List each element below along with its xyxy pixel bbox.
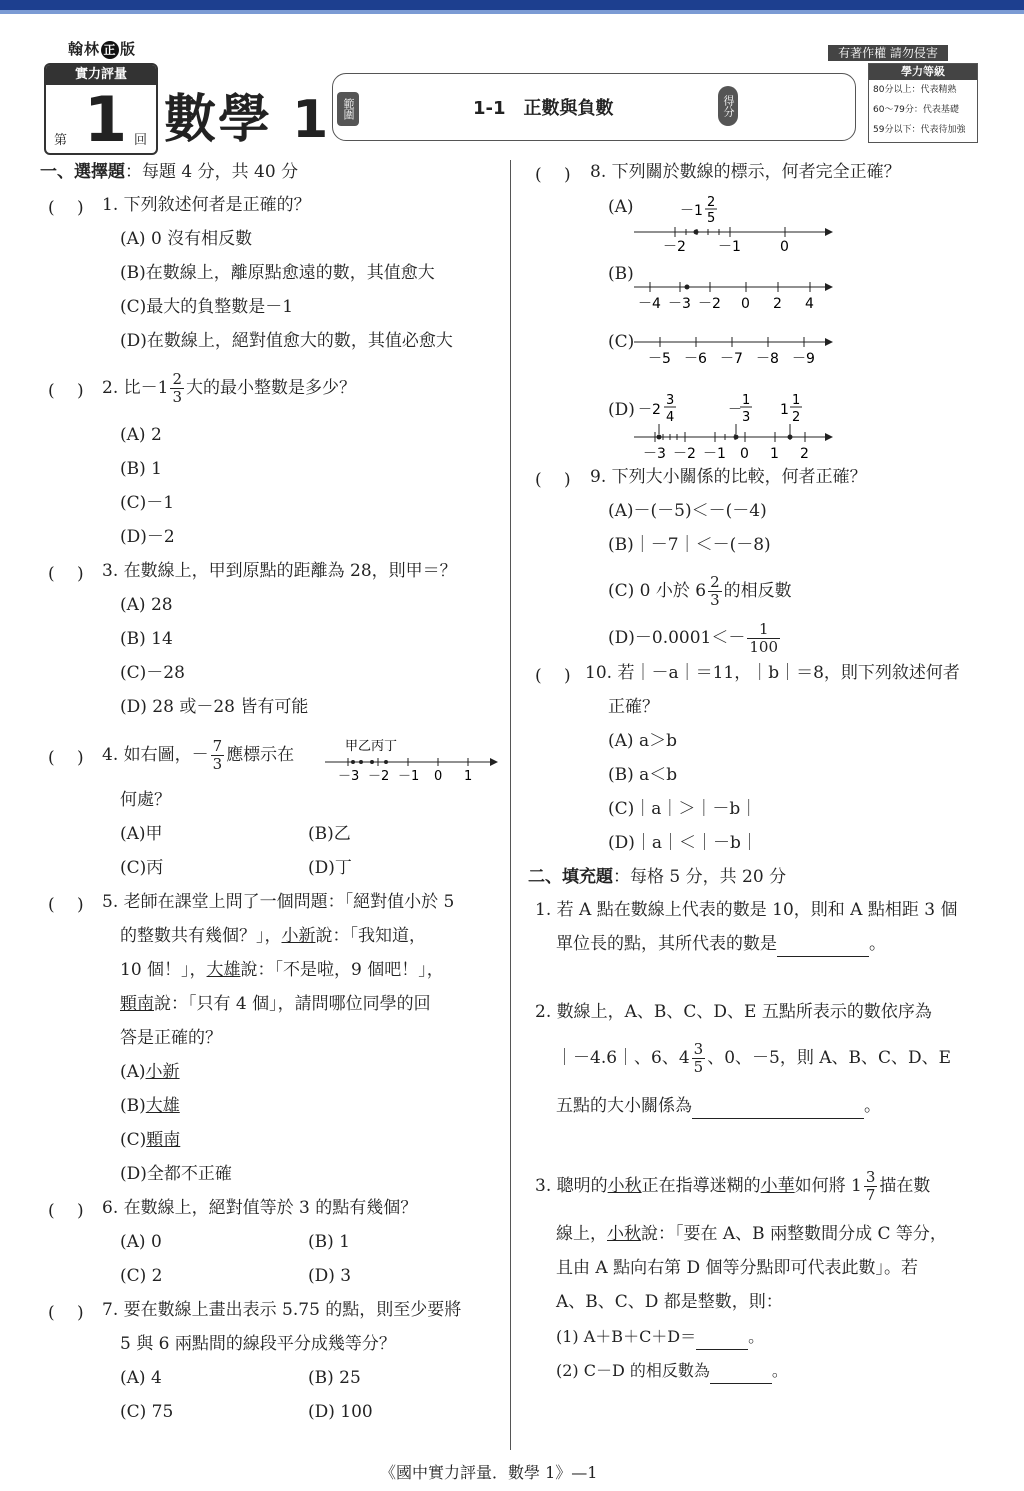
f3-line3: 且由 A 點向右第 D 個等分點即可代表此數」。若 xyxy=(556,1258,919,1278)
q9-option-c: (C) 0 小於 6 $\frac{2}{3}$ 的相反數 xyxy=(608,573,792,609)
copyright-notice: 有著作權 請勿侵害 xyxy=(828,45,948,61)
svg-text:1: 1 xyxy=(780,402,789,418)
svg-text:－1: －1 xyxy=(703,446,726,462)
answer-paren[interactable]: ( ) xyxy=(48,895,84,915)
q5-option-a: (A)小新 xyxy=(120,1062,180,1082)
q8b-number-line xyxy=(630,275,835,315)
q9-option-d: (D)－0.0001＜－ $\frac{1}{100}$ xyxy=(608,620,779,656)
q8-option-d: (D) xyxy=(608,400,635,420)
q8-option-a: (A) xyxy=(608,197,634,217)
svg-text:－2: －2 xyxy=(673,446,696,462)
page-footer: 《國中實力評量．數學 1》—1 xyxy=(380,1463,598,1482)
q3-option-d: (D) 28 或－28 皆有可能 xyxy=(120,697,309,717)
svg-text:0: 0 xyxy=(741,296,750,312)
f1-blank[interactable] xyxy=(777,932,869,957)
section-1-heading: 一、選擇題：每題 4 分，共 40 分 xyxy=(40,162,299,182)
svg-text:－7: －7 xyxy=(720,351,743,367)
svg-text:－8: －8 xyxy=(756,351,779,367)
q5-line4: 顆南說：「只有 4 個」，請問哪位同學的回 xyxy=(120,994,431,1014)
svg-text:2: 2 xyxy=(773,296,782,312)
q1-option-a: (A) 0 沒有相反數 xyxy=(120,229,253,249)
q7-option-a: (A) 4 xyxy=(120,1368,162,1388)
q1-option-d: (D)在數線上，絕對值愈大的數，其值必愈大 xyxy=(120,331,453,351)
answer-paren[interactable]: ( ) xyxy=(48,748,84,768)
grade-legend: 學力等級 80分以上：代表精熟 60～79分：代表基礎 59分以下：代表待加強 xyxy=(868,63,978,143)
q9-option-b: (B)｜－7｜＜－(－8) xyxy=(608,535,771,555)
f3-line1: 3. 聰明的小秋正在指導迷糊的小華如何將 1 $\frac{3}{7}$ 描在數 xyxy=(535,1168,931,1204)
f3-line2: 線上，小秋說：「要在 A、B 兩整數間分成 C 等分， xyxy=(556,1224,947,1244)
q10-option-a: (A) a＞b xyxy=(608,731,677,751)
svg-text:1: 1 xyxy=(770,446,779,462)
svg-text:－9: －9 xyxy=(792,351,815,367)
svg-text:2: 2 xyxy=(800,446,809,462)
q1-option-b: (B)在數線上，離原點愈遠的數，其值愈大 xyxy=(120,263,435,283)
q2-option-b: (B) 1 xyxy=(120,459,162,479)
q4-option-a: (A)甲 xyxy=(120,824,163,844)
q6-option-a: (A) 0 xyxy=(120,1232,162,1252)
f2-blank[interactable] xyxy=(692,1094,864,1119)
f3-line4: A、B、C、D 都是整數，則： xyxy=(556,1292,783,1312)
q2-option-a: (A) 2 xyxy=(120,425,162,445)
range-text: 1-1 正數與負數 xyxy=(473,98,614,119)
q9-stem: 9. 下列大小關係的比較，何者正確？ xyxy=(590,467,867,487)
q1-option-c: (C)最大的負整數是－1 xyxy=(120,297,294,317)
q6-option-d: (D) 3 xyxy=(308,1266,352,1286)
q5-line5: 答是正確的？ xyxy=(120,1028,222,1048)
q5-line1: 5. 老師在課堂上問了一個問題：「絕對值小於 5 xyxy=(102,892,455,912)
f1-line1: 1. 若 A 點在數線上代表的數是 10，則和 A 點相距 3 個 xyxy=(535,900,958,920)
q4-stem: 4. 如右圖，－ $\frac{7}{3}$ 應標示在 xyxy=(102,737,295,773)
svg-text:4: 4 xyxy=(805,296,814,312)
svg-text:－4: －4 xyxy=(638,296,661,312)
svg-text:－1: －1 xyxy=(718,239,741,255)
svg-text:2: 2 xyxy=(792,410,801,425)
svg-text:4: 4 xyxy=(666,410,675,425)
f2-line1: 2. 數線上，A、B、C、D、E 五點所表示的數依序為 xyxy=(535,1002,932,1022)
q4-option-b: (B)乙 xyxy=(308,824,351,844)
svg-text:0: 0 xyxy=(780,239,789,255)
svg-text:－2: －2 xyxy=(368,769,390,784)
q4-point-labels: 甲乙丙丁 xyxy=(345,739,398,754)
answer-paren[interactable]: ( ) xyxy=(535,470,571,490)
svg-text:1: 1 xyxy=(742,393,751,408)
q5-line2: 的整數共有幾個？」，小新說：「我知道， xyxy=(120,926,426,946)
q2-stem: 2. 比－1 $\frac{2}{3}$ 大的最小整數是多少？ xyxy=(102,370,357,406)
f1-line2: 單位長的點，其所代表的數是 。 xyxy=(556,932,886,957)
q10-option-c: (C)｜a｜＞｜－b｜ xyxy=(608,799,758,819)
q8-stem: 8. 下列關於數線的標示，何者完全正確？ xyxy=(590,162,901,182)
q3-stem: 3. 在數線上，甲到原點的距離為 28，則甲＝？ xyxy=(102,561,457,581)
svg-text:5: 5 xyxy=(707,211,716,226)
q7-option-b: (B) 25 xyxy=(308,1368,361,1388)
round-number: 1 xyxy=(84,83,128,155)
q3-option-c: (C)－28 xyxy=(120,663,185,683)
q4-option-d: (D)丁 xyxy=(308,858,352,878)
q10-option-b: (B) a＜b xyxy=(608,765,678,785)
f3-blank-2[interactable] xyxy=(710,1359,772,1384)
q5-option-d: (D)全都不正確 xyxy=(120,1164,232,1184)
worksheet-header xyxy=(44,63,976,155)
f3-sub2: (2) C－D 的相反數為 。 xyxy=(556,1359,788,1384)
svg-text:0: 0 xyxy=(740,446,749,462)
scan-edge-light xyxy=(0,10,1024,14)
f3-sub1: (1) A＋B＋C＋D＝ 。 xyxy=(556,1325,764,1350)
q8-option-c: (C) xyxy=(608,332,635,352)
svg-text:－3: －3 xyxy=(668,296,691,312)
q5-option-c: (C)顆南 xyxy=(120,1130,181,1150)
q7-option-c: (C) 75 xyxy=(120,1402,174,1422)
f2-line2: ｜－4.6｜、6、4 $\frac{3}{5}$ 、0、－5，則 A、B、C、D、E xyxy=(556,1040,952,1076)
q4-stem-line2: 何處？ xyxy=(120,790,171,810)
svg-text:－1: －1 xyxy=(398,769,420,784)
q8c-number-line xyxy=(630,330,835,370)
score-label: 得分 xyxy=(718,86,738,126)
q5-line3: 10 個！」，大雄說：「不是啦，9 個吧！」， xyxy=(120,960,444,980)
q6-option-c: (C) 2 xyxy=(120,1266,163,1286)
range-box: 範圍 1-1 正數與負數 得分 xyxy=(332,73,856,141)
column-divider xyxy=(510,160,511,1450)
svg-text:－6: －6 xyxy=(684,351,707,367)
q2-option-c: (C)－1 xyxy=(120,493,175,513)
q4-option-c: (C)丙 xyxy=(120,858,164,878)
f2-line3: 五點的大小關係為 。 xyxy=(556,1094,881,1119)
q6-option-b: (B) 1 xyxy=(308,1232,350,1252)
q9-option-a: (A)－(－5)＜－(－4) xyxy=(608,501,767,521)
f3-blank-1[interactable] xyxy=(696,1325,748,1350)
subject-title: 數學 1 xyxy=(164,90,331,150)
q10-option-d: (D)｜a｜＜｜－b｜ xyxy=(608,833,758,853)
svg-text:1: 1 xyxy=(792,393,801,408)
svg-text:－3: －3 xyxy=(338,769,360,784)
answer-paren[interactable]: ( ) xyxy=(48,1201,84,1221)
q8d-number-line xyxy=(630,388,835,463)
answer-paren[interactable]: ( ) xyxy=(535,165,571,185)
round-badge: 實力評量 第 1 回 xyxy=(44,63,158,155)
svg-text:－2: －2 xyxy=(638,402,661,418)
svg-text:－5: －5 xyxy=(648,351,671,367)
section-2-heading: 二、填充題：每格 5 分，共 20 分 xyxy=(528,867,787,887)
scan-edge xyxy=(0,0,1024,10)
q8-option-b: (B) xyxy=(608,264,634,284)
q3-option-b: (B) 14 xyxy=(120,629,173,649)
q1-stem: 1. 下列敘述何者是正確的？ xyxy=(102,195,311,215)
svg-text:2: 2 xyxy=(707,195,716,210)
svg-text:－: － xyxy=(728,402,742,418)
q7-line1: 7. 要在數線上畫出表示 5.75 的點，則至少要將 xyxy=(102,1300,462,1320)
svg-text:－1: －1 xyxy=(680,203,703,219)
q3-option-a: (A) 28 xyxy=(120,595,173,615)
svg-text:－3: －3 xyxy=(643,446,666,462)
q10-line2: 正確？ xyxy=(608,697,659,717)
q10-line1: 10. 若｜－a｜＝11，｜b｜＝8，則下列敘述何者 xyxy=(585,663,960,683)
q6-stem: 6. 在數線上，絕對值等於 3 的點有幾個？ xyxy=(102,1198,418,1218)
svg-text:3: 3 xyxy=(742,410,751,425)
answer-paren[interactable]: ( ) xyxy=(48,1303,84,1323)
q5-option-b: (B)大雄 xyxy=(120,1096,180,1116)
svg-text:－2: －2 xyxy=(698,296,721,312)
answer-paren[interactable]: ( ) xyxy=(48,381,84,401)
q2-option-d: (D)－2 xyxy=(120,527,175,547)
svg-text:3: 3 xyxy=(666,393,675,408)
svg-text:0: 0 xyxy=(434,769,443,784)
answer-paren[interactable]: ( ) xyxy=(535,666,571,686)
svg-text:－2: －2 xyxy=(663,239,686,255)
q7-line2: 5 與 6 兩點間的線段平分成幾等分？ xyxy=(120,1334,396,1354)
q7-option-d: (D) 100 xyxy=(308,1402,373,1422)
publisher-brand: 翰林 正 版 xyxy=(68,40,137,58)
q8a-number-line xyxy=(630,190,835,255)
answer-paren[interactable]: ( ) xyxy=(48,564,84,584)
zheng-seal: 正 xyxy=(101,41,119,59)
svg-text:1: 1 xyxy=(464,769,473,784)
q4-number-line xyxy=(320,735,500,785)
answer-paren[interactable]: ( ) xyxy=(48,198,84,218)
